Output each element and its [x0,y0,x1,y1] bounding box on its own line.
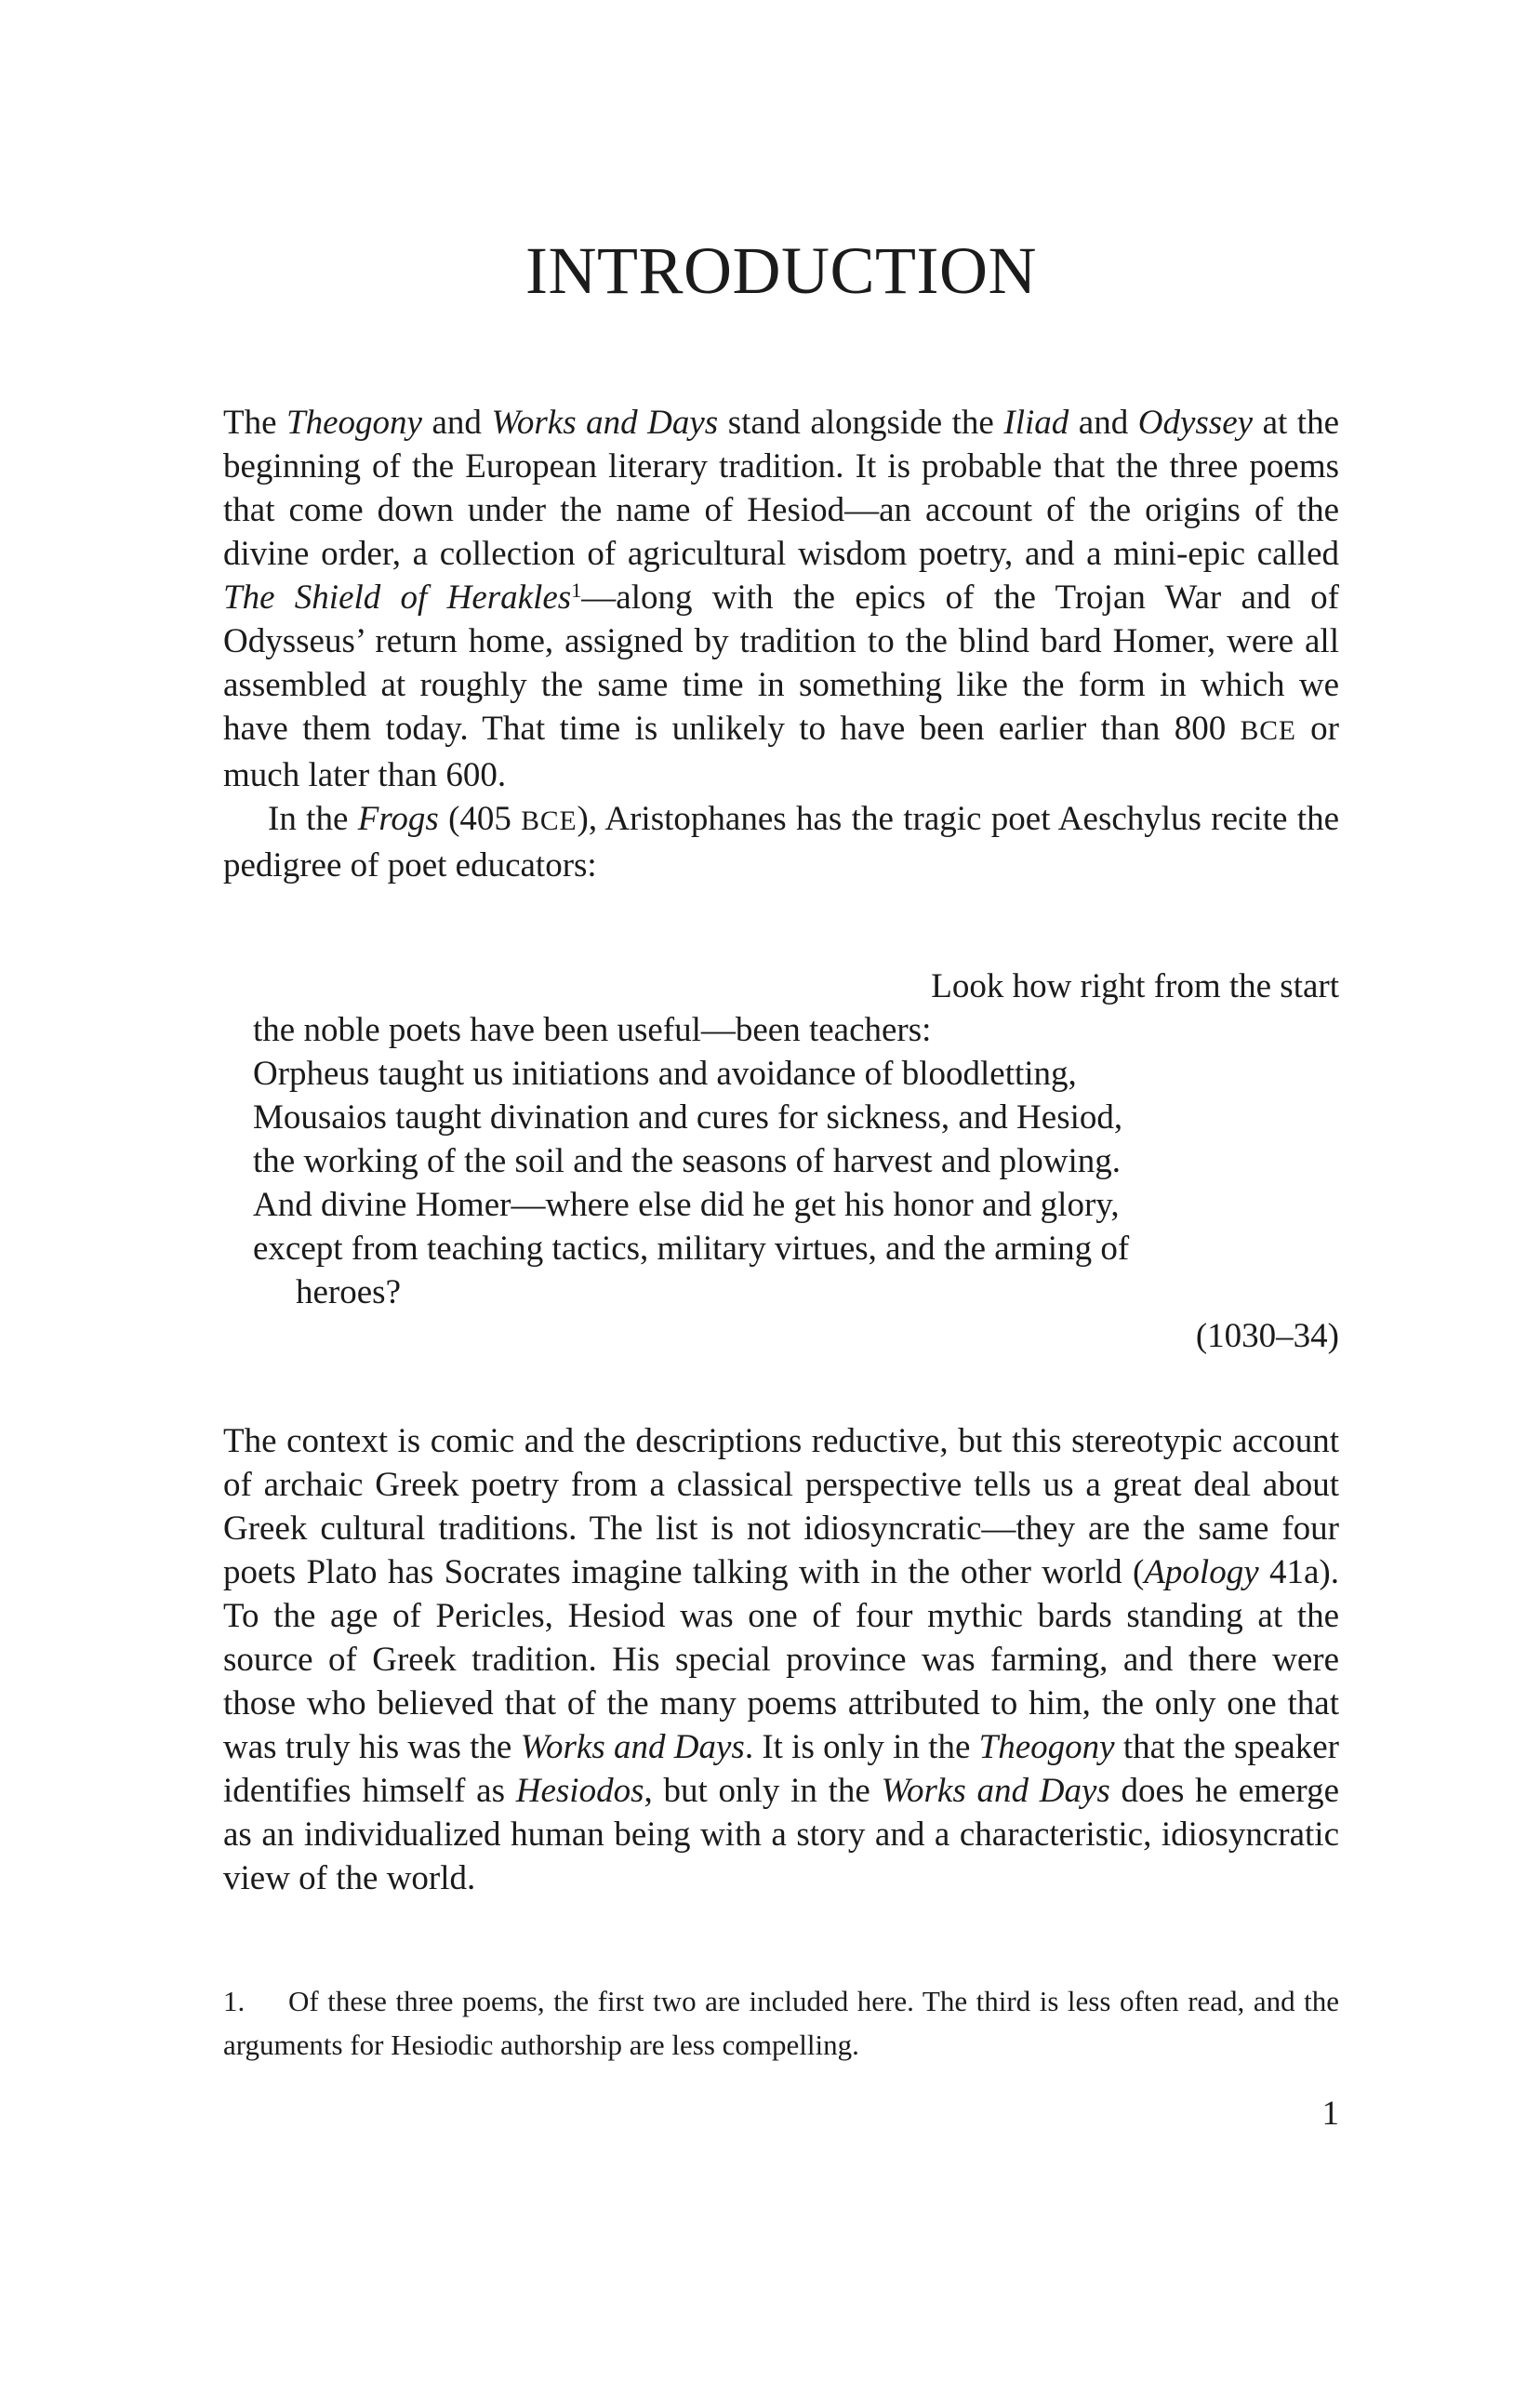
quote-line: And divine Homer—where else did he get his honor and glory, [253,1186,1120,1224]
text-column [223,0,1339,2135]
quote-line: the noble poets have been useful—been teachers: [253,1011,932,1049]
quote-attribution: (1030–34) [1195,1317,1339,1355]
quote-line: Mousaios taught divination and cures for sickness, and Hesiod, [253,1098,1123,1137]
footnote-text: Of these three poems, the first two are included here. The third is less often read, and the arguments for Hesiodic authorship are less compelling. [223,1985,1339,2061]
paragraph-frogs: In the Frogs (405 BCE), Aristophanes has the tragic poet Aeschylus recite the pedigree of poet educators: [223,800,1339,885]
quote-line: the working of the soil and the seasons of harvest and plowing. [253,1142,1122,1180]
quote-opening-line: Look how right from the start [931,967,1339,1005]
footnote [223,1979,1339,2067]
paragraph-opening: The Theogony and Works and Days stand alongside the Iliad and Odyssey at the beginning of the European literary tradition. It is probable that the three poems that come down under the name of Hesiod—an account of the origins of the divine order, a collection of agricultural wisdom poetry, and a mini-epic called The Shield of Herakles$^1$—along with the epics of the Trojan War and of Odysseus’ return home, assigned by tradition to the blind bard Homer, were all assembled at roughly the same time in something like the form in which we have them today. That time is unlikely to have been earlier than 800 BCE or much later than 600. [223,404,1340,794]
page-title: INTRODUCTION [525,233,1037,308]
quote-line: except from teaching tactics, military virtues, and the arming of [253,1230,1130,1268]
page-number: 1 [1321,2095,1339,2133]
block-quote [253,964,1339,1358]
quote-line: Orpheus taught us initiations and avoidance of bloodletting, [253,1055,1077,1093]
footnote-marker: 1. [223,1985,246,2017]
paragraph-context: The context is comic and the descriptions reductive, but this stereotypic account of archaic Greek poetry from a classical perspective tells us a great deal about Greek cultural traditions. The list is not idiosyncratic—they are the same four poets Plato has Socrates imagine talking with in the other world (Apology 41a). To the age of Pericles, Hesiod was one of four mythic bards standing at the source of Greek tradition. His special province was farming, and there were those who believed that of the many poems attributed to him, the only one that was truly his was the Works and Days. It is only in the Theogony that the speaker identifies himself as Hesiodos, but only in the Works and Days does he emerge as an individualized human being with a story and a characteristic, idiosyncratic view of the world. [223,1422,1339,1897]
quote-hanging-line: heroes? [296,1273,401,1311]
